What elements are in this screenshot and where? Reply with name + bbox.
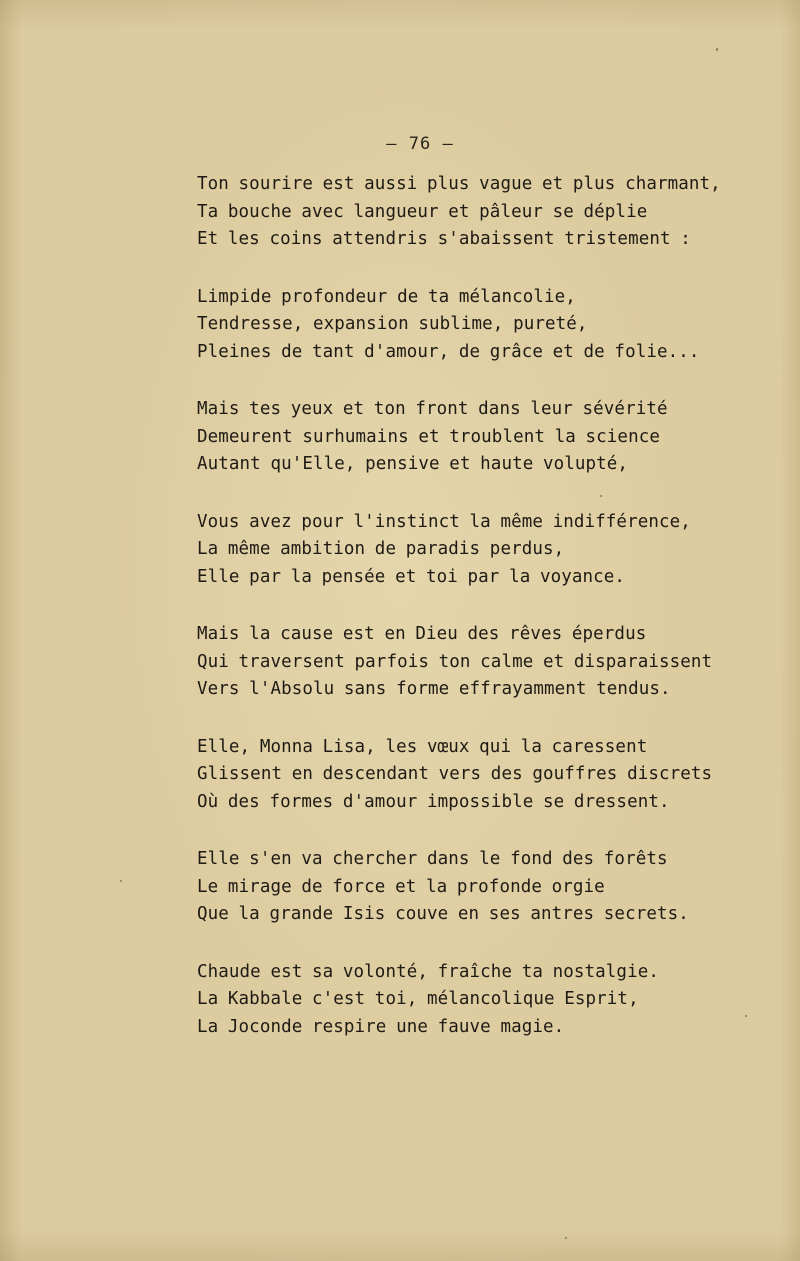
verse-line: Pleines de tant d'amour, de grâce et de folie... — [197, 341, 700, 362]
verse-line: Que la grande Isis couve en ses antres secrets. — [197, 904, 689, 924]
stanza — [197, 621, 713, 704]
paper-speck — [120, 880, 122, 882]
paper-speck — [716, 48, 718, 51]
verse-line: Elle, Monna Lisa, les vœux qui la caressent — [197, 736, 648, 757]
verse-line: La Kabbale c'est toi, mélancolique Esprit, — [197, 989, 639, 1009]
verse-line: Vous avez pour l'instinct la même indifférence, — [197, 511, 691, 532]
stanza — [197, 284, 700, 367]
verse-line: Ton sourire est aussi plus vague et plus charmant, — [197, 174, 721, 194]
stanza — [197, 396, 697, 479]
verse-line: Tendresse, expansion sublime, pureté, — [197, 314, 588, 334]
verse-line: Où des formes d'amour impossible se dressent. — [197, 791, 670, 812]
verse-line: Mais tes yeux et ton front dans leur sévérité — [197, 399, 668, 419]
paper-speck — [745, 1015, 747, 1017]
verse-line: Et les coins attendris s'abaissent tristement : — [197, 229, 691, 249]
verse-line: Limpide profondeur de ta mélancolie, — [197, 286, 576, 307]
verse-line: Qui traversent parfois ton calme et disparaissent — [197, 651, 713, 672]
verse-line: Mais la cause est en Dieu des rêves éperdus — [197, 624, 647, 644]
verse-line: Elle par la pensée et toi par la voyance. — [197, 566, 626, 587]
page-number: — 76 — — [386, 134, 454, 154]
verse-line: Chaude est sa volonté, fraîche ta nostalgie. — [197, 961, 659, 982]
verse-line: Vers l'Absolu sans forme effrayamment tendus. — [197, 679, 671, 699]
verse-line: Autant qu'Elle, pensive et haute volupté, — [197, 454, 629, 474]
verse-line: Glissent en descendant vers des gouffres discrets — [197, 764, 713, 784]
poem — [197, 171, 721, 1071]
stanza — [197, 509, 697, 592]
stanza — [197, 959, 697, 1042]
stanza — [197, 171, 721, 254]
verse-line: Elle s'en va chercher dans le fond des forêts — [197, 849, 668, 869]
verse-line: Demeurent surhumains et troublent la science — [197, 426, 660, 447]
paper-speck — [565, 1237, 567, 1239]
paper-speck — [600, 495, 602, 497]
verse-line: Le mirage de force et la profonde orgie — [197, 876, 605, 897]
verse-line: La Joconde respire une fauve magie. — [197, 1016, 565, 1037]
verse-line: Ta bouche avec langueur et pâleur se déplie — [197, 201, 648, 222]
stanza — [197, 846, 697, 929]
stanza — [197, 734, 713, 817]
verse-line: La même ambition de paradis perdus, — [197, 539, 565, 559]
